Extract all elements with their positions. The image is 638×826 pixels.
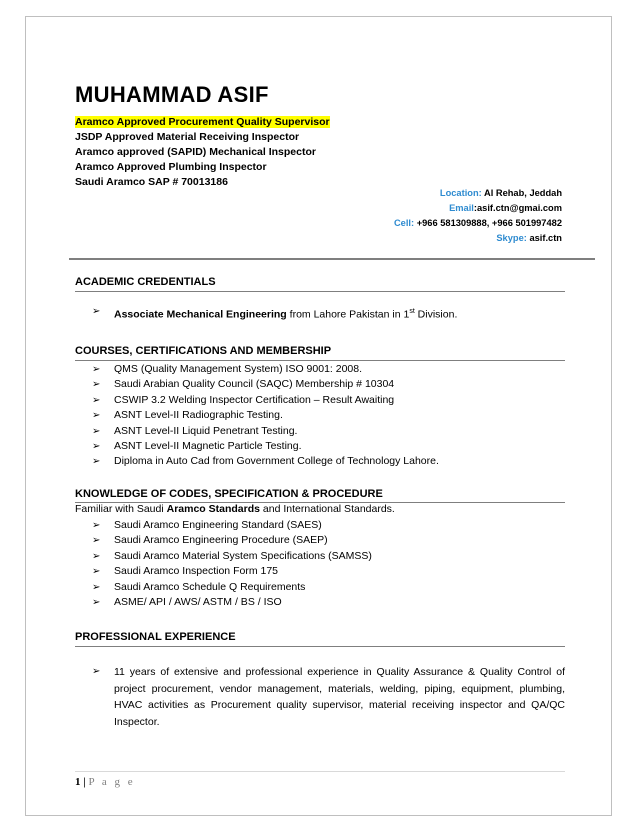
list-item: ➢ QMS (Quality Management System) ISO 9001: 2008. <box>92 362 439 377</box>
list-item: ➢ Diploma in Auto Cad from Government College of Technology Lahore. <box>92 454 439 469</box>
arrow-bullet-icon: ➢ <box>92 550 101 562</box>
arrow-bullet-icon: ➢ <box>92 379 101 391</box>
arrow-bullet-icon: ➢ <box>92 441 101 453</box>
contact-email[interactable]: Email:asif.ctn@gmai.com <box>449 203 562 213</box>
sap-number: Saudi Aramco SAP # 70013186 <box>75 176 228 188</box>
list-item: ➢ Saudi Aramco Engineering Procedure (SAEP) <box>92 533 372 548</box>
list-item: ➢ ASNT Level-II Liquid Penetrant Testing. <box>92 424 439 439</box>
title-line: Aramco Approved Plumbing Inspector <box>75 161 267 173</box>
list-item: ➢ Saudi Aramco Engineering Standard (SAES) <box>92 518 372 533</box>
arrow-bullet-icon: ➢ <box>92 306 101 317</box>
arrow-bullet-icon: ➢ <box>92 535 101 547</box>
header-divider <box>69 258 595 260</box>
list-item: ➢ CSWIP 3.2 Welding Inspector Certification – Result Awaiting <box>92 393 439 408</box>
arrow-bullet-icon: ➢ <box>92 520 101 531</box>
experience-paragraph: ➢ 11 years of extensive and professional experience in Quality Assurance & Quality Control of project procurement, vendor management, materials, welding, piping, equipment, plumbing, HVAC activities as Procurement quality supervisor, material receiving inspector and QA/QC Inspector. <box>92 666 565 728</box>
footer-rule <box>75 771 565 772</box>
arrow-bullet-icon: ➢ <box>92 597 101 609</box>
arrow-bullet-icon: ➢ <box>92 364 101 375</box>
list-item: ➢ Saudi Aramco Inspection Form 175 <box>92 564 372 579</box>
section-rule <box>75 360 565 361</box>
title-highlighted: Aramco Approved Procurement Quality Supervisor <box>75 116 330 128</box>
page-footer: 1 | P a g e <box>75 776 136 788</box>
section-rule <box>75 646 565 647</box>
title-line: JSDP Approved Material Receiving Inspector <box>75 131 300 143</box>
list-item: ➢ Saudi Aramco Schedule Q Requirements <box>92 580 372 595</box>
arrow-bullet-icon: ➢ <box>92 394 101 406</box>
arrow-bullet-icon: ➢ <box>92 425 101 437</box>
section-rule <box>75 291 565 292</box>
academic-list <box>92 304 457 323</box>
contact-location: Location: Al Rehab, Jeddah <box>439 188 562 198</box>
list-item: ➢ ASNT Level-II Radiographic Testing. <box>92 408 439 423</box>
list-item: ➢ ASNT Level-II Magnetic Particle Testing. <box>92 439 439 454</box>
arrow-bullet-icon: ➢ <box>92 410 101 422</box>
section-heading-courses: COURSES, CERTIFICATIONS AND MEMBERSHIP <box>75 345 332 357</box>
arrow-bullet-icon: ➢ <box>92 566 101 578</box>
section-heading-experience: PROFESSIONAL EXPERIENCE <box>75 631 236 643</box>
list-item: ➢ Associate Mechanical Engineering from Lahore Pakistan in 1st Division. <box>92 306 458 321</box>
page-label: P a g e <box>88 776 136 788</box>
section-heading-codes: KNOWLEDGE OF CODES, SPECIFICATION & PROCEDURE <box>75 488 383 500</box>
list-item: ➢ ASME/ API / AWS/ ASTM / BS / ISO <box>92 595 372 610</box>
arrow-bullet-icon: ➢ <box>92 666 101 677</box>
list-item: ➢ Saudi Arabian Quality Council (SAQC) Membership # 10304 <box>92 377 439 392</box>
list-item: ➢ Saudi Aramco Material System Specifications (SAMSS) <box>92 549 372 564</box>
contact-skype: Skype: asif.ctn <box>496 233 562 243</box>
contact-block <box>394 186 562 246</box>
section-heading-academic: ACADEMIC CREDENTIALS <box>75 276 216 288</box>
job-titles <box>75 115 330 190</box>
codes-intro: Familiar with Saudi Aramco Standards and International Standards. <box>75 503 395 515</box>
page-number: 1 <box>75 776 81 788</box>
contact-cell: Cell: +966 581309888, +966 501997482 <box>393 218 562 228</box>
candidate-name: MUHAMMAD ASIF <box>75 82 269 107</box>
codes-list <box>92 518 372 610</box>
title-line: Aramco approved (SAPID) Mechanical Inspector <box>75 146 316 158</box>
arrow-bullet-icon: ➢ <box>92 456 101 468</box>
courses-list <box>92 362 439 470</box>
arrow-bullet-icon: ➢ <box>92 581 101 593</box>
